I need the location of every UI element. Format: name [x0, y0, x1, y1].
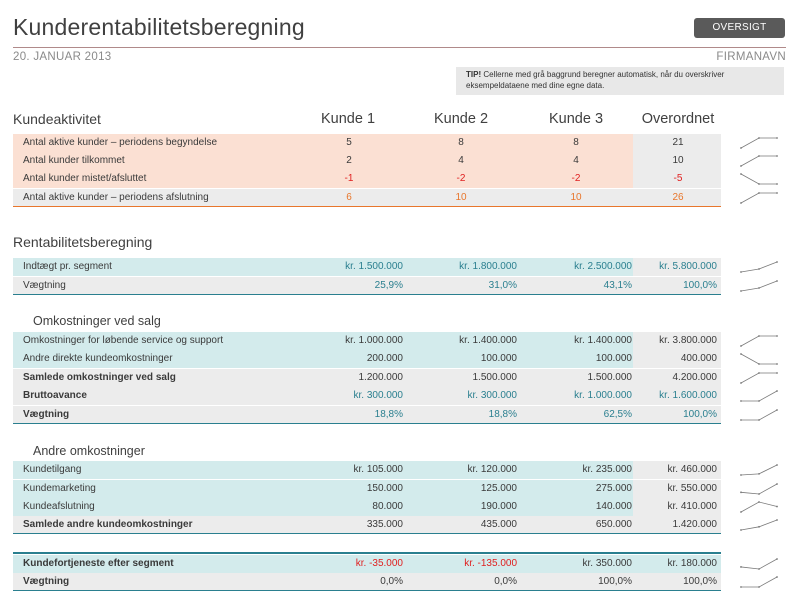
cell-kunde-3: 10	[570, 192, 582, 203]
column-header-kunde-1: Kunde 1	[320, 111, 376, 127]
sparkline-point	[740, 586, 742, 588]
column-header-kunde-2: Kunde 2	[433, 111, 489, 127]
cell-overordnet[interactable]: kr. 460.000	[667, 464, 717, 475]
sparkline-point	[740, 566, 742, 568]
other-costs-title: Andre omkostninger	[33, 444, 145, 458]
cell-overordnet: 1.420.000	[672, 519, 717, 530]
cell-kunde-1[interactable]: kr. 1.000.000	[345, 335, 403, 346]
sparkline	[739, 260, 779, 274]
cell-kunde-1: 18,8%	[374, 409, 403, 420]
sparkline	[739, 389, 779, 403]
cell-overordnet[interactable]: kr. 550.000	[667, 483, 717, 494]
sparkline-path	[741, 156, 777, 166]
weighting-row	[13, 406, 721, 424]
cell-kunde-3: kr. 1.000.000	[574, 390, 632, 401]
sparkline-path	[741, 138, 777, 148]
cell-kunde-2: kr. 300.000	[467, 390, 517, 401]
sparkline	[739, 557, 779, 571]
sparkline-point	[740, 173, 742, 175]
page-title: Kunderentabilitetsberegning	[13, 14, 305, 40]
cell-kunde-1[interactable]: -1	[344, 173, 354, 184]
sparkline-point	[776, 372, 778, 374]
cell-kunde-3: 43,1%	[603, 280, 632, 291]
row-label: Omkostninger for løbende service og support	[23, 335, 224, 346]
sparkline-point	[758, 287, 760, 289]
activity-row[interactable]	[13, 152, 721, 170]
sparkline-point	[776, 280, 778, 282]
cell-kunde-2[interactable]: kr. 1.800.000	[459, 261, 517, 272]
result-top-rule	[13, 552, 721, 554]
cost-row[interactable]	[13, 498, 721, 516]
cell-overordnet: 26	[672, 192, 684, 203]
column-header-overordnet: Overordnet	[641, 111, 715, 127]
cell-kunde-1: 0,0%	[380, 576, 403, 587]
cell-kunde-1[interactable]: 80.000	[372, 501, 403, 512]
sparkline-path	[741, 577, 777, 587]
weighting-row	[13, 277, 721, 295]
cell-overordnet: 4.200.000	[672, 372, 717, 383]
sparkline-point	[740, 491, 742, 493]
cell-kunde-3: kr. 350.000	[582, 558, 632, 569]
sparkline-path	[741, 520, 777, 530]
cell-overordnet[interactable]: 21	[672, 137, 684, 148]
sparkline-point	[740, 345, 742, 347]
cell-kunde-1[interactable]: 5	[346, 137, 352, 148]
cell-kunde-1: 25,9%	[374, 280, 403, 291]
activity-row[interactable]	[13, 170, 721, 188]
cell-kunde-3: 62,5%	[603, 409, 632, 420]
cell-overordnet: 100,0%	[683, 576, 717, 587]
sparkline-point	[776, 483, 778, 485]
sparkline-path	[741, 281, 777, 291]
cost-row[interactable]	[13, 332, 721, 350]
sparkline	[739, 191, 779, 205]
cell-kunde-2: kr. -135.000	[464, 558, 517, 569]
row-label: Kundefortjeneste efter segment	[23, 558, 174, 569]
sparkline-point	[758, 137, 760, 139]
cell-kunde-1[interactable]: 2	[346, 155, 352, 166]
row-label: Kundemarketing	[23, 483, 96, 494]
cell-kunde-1[interactable]: kr. 1.500.000	[345, 261, 403, 272]
sparkline	[739, 279, 779, 293]
sparkline-point	[776, 155, 778, 157]
sparkline-point	[740, 511, 742, 513]
sparkline-path	[741, 373, 777, 383]
cell-overordnet: kr. 1.600.000	[659, 390, 717, 401]
sparkline-path	[741, 391, 777, 401]
tip-label: TIP!	[466, 70, 482, 79]
sparkline-point	[776, 409, 778, 411]
sparkline	[739, 500, 779, 514]
report-date: 20. JANUAR 2013	[13, 51, 112, 63]
sparkline-point	[740, 474, 742, 476]
cell-kunde-2[interactable]: 100.000	[480, 353, 517, 364]
sparkline-path	[741, 484, 777, 494]
sparkline	[739, 371, 779, 385]
cell-overordnet: 100,0%	[683, 409, 717, 420]
other-costs-total-row	[13, 516, 721, 534]
sparkline-point	[758, 400, 760, 402]
sparkline-point	[758, 155, 760, 157]
sparkline	[739, 575, 779, 589]
sparkline-point	[758, 568, 760, 570]
sparkline-point	[758, 372, 760, 374]
sparkline	[739, 352, 779, 366]
profit-row	[13, 555, 721, 573]
row-label: Vægtning	[23, 409, 70, 420]
row-label: Antal kunder tilkommet	[23, 155, 125, 166]
cell-kunde-2[interactable]: kr. 1.400.000	[459, 335, 517, 346]
cell-overordnet[interactable]: 10	[672, 155, 684, 166]
cell-kunde-2: 435.000	[480, 519, 517, 530]
sparkline-point	[776, 506, 778, 508]
cell-kunde-3[interactable]: -2	[571, 173, 581, 184]
sparkline-point	[740, 382, 742, 384]
sparkline-point	[740, 165, 742, 167]
weighting-row	[13, 573, 721, 591]
row-label: Antal aktive kunder – periodens afslutning	[23, 192, 209, 203]
row-label: Vægtning	[23, 576, 70, 587]
cell-kunde-3[interactable]: 8	[573, 137, 579, 148]
cost-row[interactable]	[13, 461, 721, 479]
sparkline-point	[740, 290, 742, 292]
cell-kunde-3: 1.500.000	[587, 372, 632, 383]
cell-overordnet[interactable]: kr. 3.800.000	[659, 335, 717, 346]
sparkline-path	[741, 193, 777, 203]
cell-kunde-3[interactable]: 140.000	[595, 501, 632, 512]
title-divider	[13, 47, 786, 48]
sparkline-path	[741, 559, 777, 569]
sparkline-path	[741, 262, 777, 272]
row-label: Samlede andre kundeomkostninger	[23, 519, 193, 530]
sparkline-point	[740, 147, 742, 149]
cost-row[interactable]	[13, 350, 721, 368]
cell-kunde-3[interactable]: kr. 1.400.000	[574, 335, 632, 346]
overview-button[interactable]: OVERSIGT	[694, 18, 785, 38]
sparkline-point	[758, 335, 760, 337]
cell-kunde-3[interactable]: kr. 2.500.000	[574, 261, 632, 272]
cell-kunde-3[interactable]: 4	[573, 155, 579, 166]
sparkline-point	[776, 363, 778, 365]
cell-kunde-2[interactable]: 4	[458, 155, 464, 166]
cell-overordnet[interactable]: kr. 5.800.000	[659, 261, 717, 272]
row-label: Bruttoavance	[23, 390, 87, 401]
tip-box	[456, 67, 784, 95]
sparkline	[739, 334, 779, 348]
cell-kunde-2: 18,8%	[488, 409, 517, 420]
sparkline-point	[758, 526, 760, 528]
cell-kunde-2[interactable]: 190.000	[480, 501, 517, 512]
cell-overordnet[interactable]: kr. 410.000	[667, 501, 717, 512]
cell-kunde-2: 0,0%	[494, 576, 517, 587]
row-label: Vægtning	[23, 280, 66, 291]
row-label: Antal aktive kunder – periodens begyndelse	[23, 137, 218, 148]
cell-kunde-1[interactable]: 150.000	[366, 483, 403, 494]
sparkline-point	[740, 202, 742, 204]
sparkline	[739, 518, 779, 532]
row-label: Kundeafslutning	[23, 501, 95, 512]
sparkline	[739, 482, 779, 496]
cell-overordnet: 100,0%	[683, 280, 717, 291]
cell-kunde-2[interactable]: kr. 120.000	[467, 464, 517, 475]
sparkline-point	[776, 464, 778, 466]
cell-kunde-2[interactable]: -2	[456, 173, 466, 184]
sparkline-point	[758, 586, 760, 588]
sparkline-point	[740, 419, 742, 421]
cost-row[interactable]	[13, 480, 721, 498]
cell-kunde-2: 31,0%	[488, 280, 517, 291]
gross-margin-row	[13, 387, 721, 405]
cell-kunde-3[interactable]: kr. 235.000	[582, 464, 632, 475]
sparkline-point	[776, 335, 778, 337]
sparkline	[739, 408, 779, 422]
sparkline-point	[776, 137, 778, 139]
sparkline-point	[740, 400, 742, 402]
cell-kunde-3[interactable]: 100.000	[595, 353, 632, 364]
cell-overordnet: kr. 180.000	[667, 558, 717, 569]
sparkline-path	[741, 502, 777, 512]
sparkline-point	[758, 268, 760, 270]
sparkline	[739, 463, 779, 477]
sparkline-point	[740, 353, 742, 355]
sparkline-point	[776, 576, 778, 578]
sparkline	[739, 172, 779, 186]
sparkline-point	[758, 501, 760, 503]
sparkline-point	[758, 192, 760, 194]
sparkline-path	[741, 174, 777, 184]
sparkline-point	[776, 558, 778, 560]
cell-kunde-1: 1.200.000	[358, 372, 403, 383]
cell-kunde-2[interactable]: 125.000	[480, 483, 517, 494]
cell-kunde-2: 10	[455, 192, 467, 203]
cell-kunde-1: kr. -35.000	[355, 558, 403, 569]
cell-kunde-2[interactable]: 8	[458, 137, 464, 148]
cell-kunde-3: 100,0%	[598, 576, 632, 587]
cell-kunde-1: 6	[346, 192, 352, 203]
sales-costs-title: Omkostninger ved salg	[33, 314, 161, 328]
row-label: Antal kunder mistet/afsluttet	[23, 173, 147, 184]
row-label: Samlede omkostninger ved salg	[23, 372, 176, 383]
sparkline-point	[758, 363, 760, 365]
sparkline	[739, 136, 779, 150]
sparkline-point	[740, 529, 742, 531]
revenue-row[interactable]	[13, 258, 721, 276]
sparkline-path	[741, 336, 777, 346]
sparkline-point	[776, 261, 778, 263]
cell-kunde-1: kr. 300.000	[353, 390, 403, 401]
company-name: FIRMANAVN	[716, 51, 786, 63]
sparkline-point	[758, 183, 760, 185]
sparkline-point	[758, 419, 760, 421]
cell-kunde-1[interactable]: 200.000	[366, 353, 403, 364]
row-label: Andre direkte kundeomkostninger	[23, 353, 173, 364]
sparkline-point	[758, 473, 760, 475]
activity-total-row[interactable]	[13, 189, 721, 207]
row-label: Kundetilgang	[23, 464, 82, 475]
column-header-kunde-3: Kunde 3	[548, 111, 604, 127]
activity-row[interactable]	[13, 134, 721, 152]
cell-overordnet[interactable]: -5	[673, 173, 683, 184]
sparkline-point	[776, 519, 778, 521]
cell-kunde-3: 650.000	[595, 519, 632, 530]
sales-costs-total-row	[13, 369, 721, 387]
activity-section-title: Kundeaktivitet	[13, 111, 101, 127]
sparkline	[739, 154, 779, 168]
sparkline-path	[741, 410, 777, 420]
sparkline-point	[740, 271, 742, 273]
row-label: Indtægt pr. segment	[23, 261, 112, 272]
cell-kunde-3[interactable]: 275.000	[595, 483, 632, 494]
sparkline-point	[776, 390, 778, 392]
profitability-section-title: Rentabilitetsberegning	[13, 234, 153, 250]
cell-overordnet[interactable]: 400.000	[680, 353, 717, 364]
sparkline-point	[758, 493, 760, 495]
sparkline-path	[741, 354, 777, 364]
sparkline-point	[776, 183, 778, 185]
cell-kunde-2: 1.500.000	[472, 372, 517, 383]
tip-text: Cellerne med grå baggrund beregner automatisk, når du overskriver eksempeldataene med dine egne data.	[466, 70, 725, 90]
cell-kunde-1: 335.000	[366, 519, 403, 530]
cell-kunde-1[interactable]: kr. 105.000	[353, 464, 403, 475]
sparkline-point	[776, 192, 778, 194]
